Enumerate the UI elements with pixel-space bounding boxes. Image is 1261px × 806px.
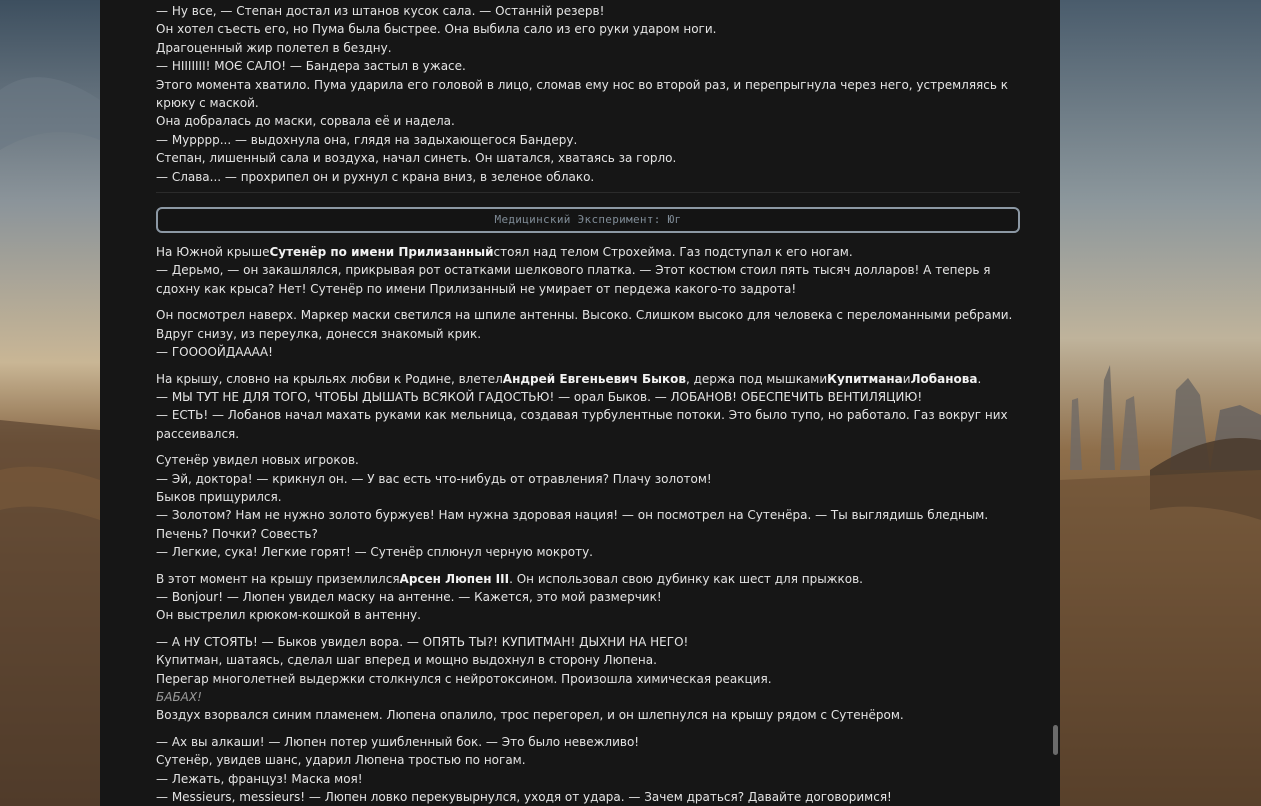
- story-line: Купитман, шатаясь, сделал шаг вперед и мощно выдохнул в сторону Люпена.: [156, 653, 657, 668]
- story-line: Он хотел съесть его, но Пума была быстрее. Она выбила сало из его руки ударом ноги.: [156, 22, 717, 37]
- story-line: Вдруг снизу, из переулка, донесся знакомый крик.: [156, 326, 482, 341]
- story-line: — Слава... — прохрипел он и рухнул с крана вниз, в зеленое облако.: [156, 169, 595, 184]
- story-line: В этот момент на крышу приземлилсяАрсен Люпен III. Он использовал свою дубинку как шест для прыжков.: [156, 571, 863, 586]
- character-name: Лобанова: [910, 371, 978, 386]
- story-line: — Легкие, сука! Легкие горят! — Сутенёр сплюнул черную мокроту.: [156, 545, 593, 560]
- story-line: — МЫ ТУТ НЕ ДЛЯ ТОГО, ЧТОБЫ ДЫШАТЬ ВСЯКОЙ ГАДОСТЬЮ! — орал Быков. — ЛОБАНОВ! ОБЕСПЕЧИТЬ ВЕНТИЛЯЦИЮ!: [156, 389, 923, 404]
- story-line: — ЕСТЬ! — Лобанов начал махать руками как мельница, создавая турбулентные потоки. Это было тупо, но работало. Газ вокруг них рассеивался.: [156, 408, 1008, 441]
- story-line: — Мурррр... — выдохнула она, глядя на задыхающегося Бандеру.: [156, 132, 578, 147]
- story-line: Сутенёр, увидев шанс, ударил Люпена тростью по ногам.: [156, 753, 526, 768]
- story-panel: [100, 0, 1060, 806]
- background-desert-right: [1060, 0, 1261, 806]
- story-line: Она добралась до маски, сорвала её и надела.: [156, 114, 455, 129]
- story-line: — Эй, доктора! — крикнул он. — У вас есть что-нибудь от отравления? Плачу золотом!: [156, 471, 712, 486]
- story-line: Он посмотрел наверх. Маркер маски светился на шпиле антенны. Высоко. Слишком высоко для человека с переломанными ребрами.: [156, 308, 1013, 323]
- section-header: Медицинский Эксперимент: Юг: [156, 207, 1020, 233]
- story-line: Этого момента хватило. Пума ударила его головой в лицо, сломав ему нос во второй раз, и перепрыгнула через него, устремляясь к крюку с маской.: [156, 77, 1008, 111]
- story-content: [156, 2, 1020, 806]
- story-line: На крышу, словно на крыльях любви к Родине, влетелАндрей Евгеньевич Быков, держа под мышкамиКупитманаиЛобанова.: [156, 371, 982, 386]
- story-line: — Ах вы алкаши! — Люпен потер ушибленный бок. — Это было невежливо!: [156, 734, 640, 749]
- story-line: — Лежать, француз! Маска моя!: [156, 771, 363, 786]
- story-line: На Южной крышеСутенёр по имени Прилизанныйстоял над телом Строхейма. Газ подступал к его ногам.: [156, 245, 853, 260]
- sound-effect: БАБАХ!: [156, 690, 202, 704]
- story-line: Сутенёр увидел новых игроков.: [156, 453, 359, 468]
- character-name: Купитмана: [827, 371, 903, 386]
- story-line: [156, 688, 1020, 706]
- story-line: — Messieurs, messieurs! — Люпен ловко перекувырнулся, уходя от удара. — Зачем драться? Давайте договоримся!: [156, 790, 892, 805]
- story-line: — ГОООOЙДАААА!: [156, 345, 273, 360]
- story-line: Он выстрелил крюком-кошкой в антенну.: [156, 608, 421, 623]
- story-line: Быков прищурился.: [156, 489, 282, 504]
- story-line: Воздух взорвался синим пламенем. Люпена опалило, трос перегорел, и он шлепнулся на крышу рядом с Сутенёром.: [156, 708, 904, 723]
- story-line: — А НУ СТОЯТЬ! — Быков увидел вора. — ОПЯТЬ ТЫ?! КУПИТМАН! ДЫХНИ НА НЕГО!: [156, 634, 689, 649]
- story-line: Перегар многолетней выдержки столкнулся с нейротоксином. Произошла химическая реакция.: [156, 671, 772, 686]
- story-line: — Ну все, — Степан достал из штанов кусок сала. — Останній резерв!: [156, 4, 605, 18]
- background-desert-left: [0, 0, 100, 806]
- story-line: Степан, лишенный сала и воздуха, начал синеть. Он шатался, хватаясь за горло.: [156, 151, 677, 166]
- story-line: — Золотом? Нам не нужно золото буржуев! Нам нужна здоровая нация! — он посмотрел на Сутенёра. — Ты выглядишь бледным. Печень? Почки? Совесть?: [156, 508, 989, 541]
- character-name: Арсен Люпен III: [399, 571, 510, 586]
- story-line: — Дерьмо, — он закашлялся, прикрывая рот остатками шелкового платка. — Этот костюм стоил пять тысяч долларов! А теперь я сдохну как крыса? Нет! Сутенёр по имени Прилизанный не умирает от пердежа какого-то задрота!: [156, 263, 991, 296]
- story-line: — НІІІІІІІ! МОЄ САЛО! — Бандера застыл в ужасе.: [156, 59, 466, 74]
- character-name: Андрей Евгеньевич Быков: [502, 371, 686, 386]
- story-line: — Bonjour! — Люпен увидел маску на антенне. — Кажется, это мой размерчик!: [156, 589, 662, 604]
- scrollbar-thumb[interactable]: [1053, 725, 1058, 755]
- character-name: Сутенёр по имени Прилизанный: [269, 245, 494, 260]
- story-line: Драгоценный жир полетел в бездну.: [156, 40, 392, 55]
- divider: [156, 192, 1020, 193]
